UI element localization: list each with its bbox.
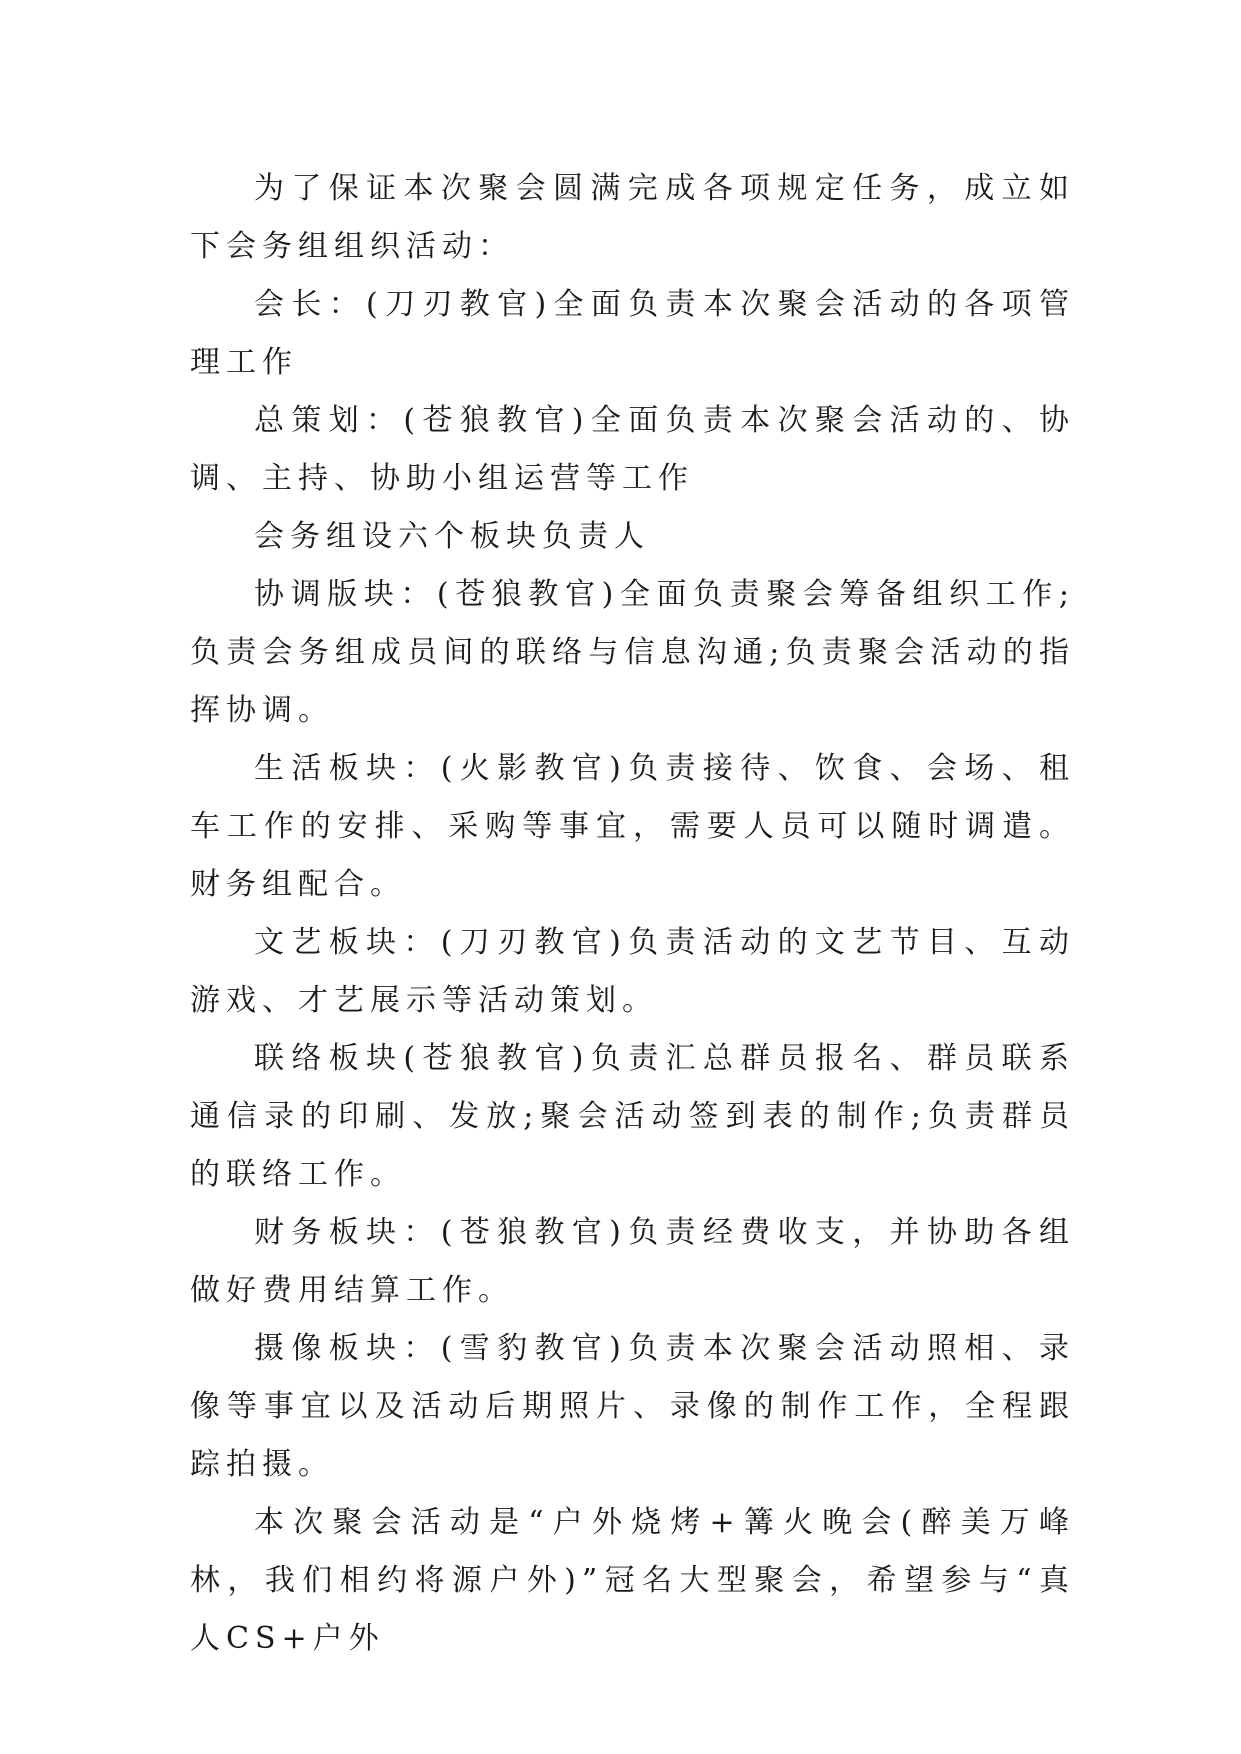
paragraph-entertainment: 文艺板块：(刀刃教官)负责活动的文艺节目、互动游戏、才艺展示等活动策划。 <box>190 925 1075 1018</box>
document-body <box>190 160 1075 1668</box>
paragraph-finance: 财务板块：(苍狼教官)负责经费收支，并协助各组做好费用结算工作。 <box>190 1215 1075 1308</box>
paragraph-chief-planner: 总策划：(苍狼教官)全面负责本次聚会活动的、协调、主持、协助小组运营等工作 <box>190 403 1075 496</box>
paragraph-section-heads: 会务组设六个板块负责人 <box>254 519 650 554</box>
paragraph-president: 会长：(刀刃教官)全面负责本次聚会活动的各项管理工作 <box>190 287 1075 380</box>
paragraph-photography: 摄像板块：(雪豹教官)负责本次聚会活动照相、录像等事宜以及活动后期照片、录像的制作工作，全程跟踪拍摄。 <box>190 1331 1075 1482</box>
paragraph-liaison: 联络板块(苍狼教官)负责汇总群员报名、群员联系通信录的印刷、发放;聚会活动签到表的制作;负责群员的联络工作。 <box>190 1041 1075 1192</box>
paragraph-intro: 为了保证本次聚会圆满完成各项规定任务，成立如下会务组组织活动： <box>190 171 1075 264</box>
paragraph-logistics: 生活板块：(火影教官)负责接待、饮食、会场、租车工作的安排、采购等事宜，需要人员可以随时调遣。财务组配合。 <box>190 751 1075 902</box>
paragraph-coordination: 协调版块：(苍狼教官)全面负责聚会筹备组织工作;负责会务组成员间的联络与信息沟通;负责聚会活动的指挥协调。 <box>190 577 1075 728</box>
paragraph-event-description: 本次聚会活动是“户外烧烤+篝火晚会(醉美万峰林，我们相约将源户外)”冠名大型聚会，希望参与“真人CS+户外 <box>190 1505 1075 1656</box>
